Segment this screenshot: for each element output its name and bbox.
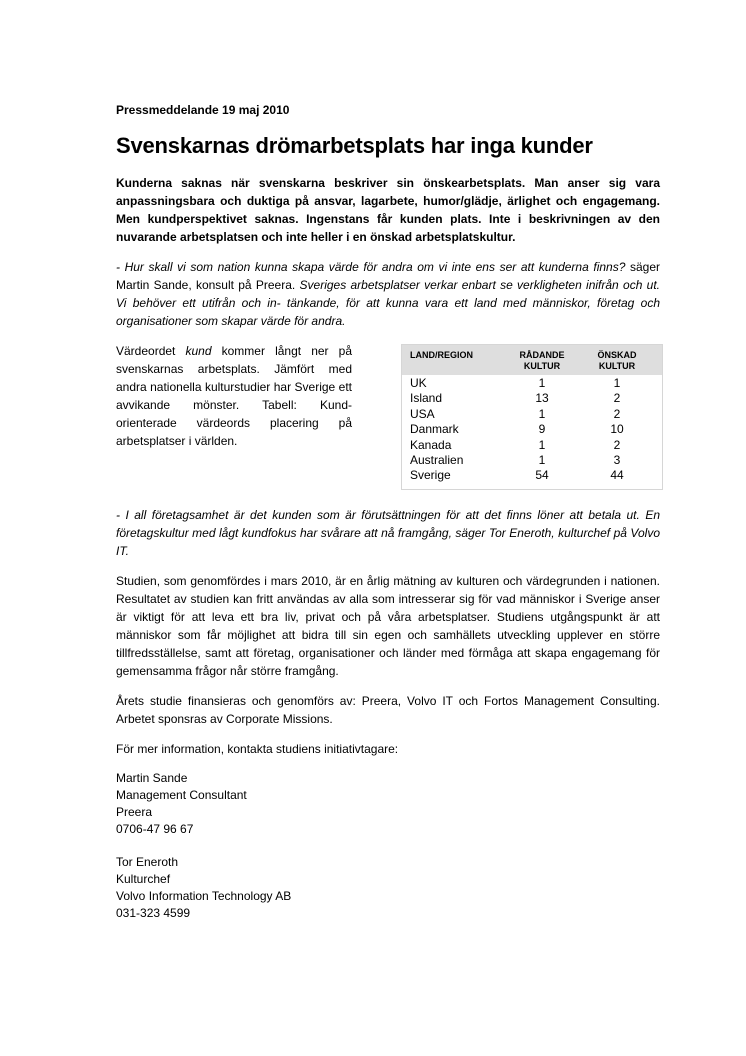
contact-role: Kulturchef [116,872,171,886]
dateline: Pressmeddelande 19 maj 2010 [116,103,290,117]
cell-region: Sverige [410,468,451,483]
quote-1-part-3: Sveriges arbetsplatser verkar enbart se verkligheten inifrån och ut. Vi behöver ett utifrån och in- tänkande, för att kunna vara ett land med människor, företag och organisationer som skapar värde för andra. [116,278,660,328]
press-release-page [116,102,660,938]
study-paragraph: Studien, som genomfördes i mars 2010, är en årlig mätning av kulturen och värdegrunden i nationen. Resultatet av studien kan fritt användas av alla som intresserar sig för vad människor i Sverige anser är viktigt för att leva ett bra liv, privat och på våra arbetsplatser. Studiens utgångspunkt är att människor som får möjlighet att bidra till sin egen och samhällets utveckling upplever en större tillfredsställelse, samt att företag, organisationer och länder med förmåga att skapa engagemang för gemensamma frågor når större framgång. [116,574,660,678]
quote-paragraph-1 [116,258,660,330]
cell-region: USA [410,406,435,421]
cell-region: Australien [410,452,464,467]
cell-current: 1 [538,452,546,467]
contact-org: Volvo Information Technology AB [116,889,292,903]
funding-paragraph: Årets studie finansieras och genomförs av: Preera, Volvo IT och Fortos Management Consulting. Arbetet sponsras av Corporate Missions. [116,694,660,726]
cell-current: 13 [535,391,549,406]
cell-desired: 3 [613,452,621,467]
cell-current: 9 [538,422,546,437]
value-word-part-1: Värdeordet [116,344,186,358]
table-row [402,438,662,453]
header-desired-line-2: KULTUR [598,361,636,371]
header-current-line-1: RÅDANDE [519,350,565,360]
cell-region: Kanada [410,437,452,452]
table-row [402,407,662,422]
header-current-line-2: KULTUR [523,361,561,371]
table-row [402,376,662,391]
header-desired-culture [587,350,647,372]
cell-region: UK [410,376,427,390]
cell-desired: 2 [613,437,621,452]
header-region: LAND/REGION [410,350,473,360]
table-body [402,376,662,484]
table-header [402,345,662,375]
contact-block [116,770,660,838]
ranking-table [401,344,663,490]
table-row [402,391,662,406]
contact-org: Preera [116,805,153,819]
table-row [402,468,662,483]
value-word-paragraph [116,342,352,450]
contact-name: Tor Eneroth [116,855,179,869]
cell-desired: 2 [613,391,621,406]
contact-phone: 0706-47 96 67 [116,822,194,836]
contact-block [116,854,660,922]
cell-desired: 2 [613,406,621,421]
quote-paragraph-2: - I all företagsamhet är det kunden som är förutsättningen för att det finns löner att betala ut. En företagskultur med lågt kundfokus har svårare att nå framgång, säger Tor Eneroth, kulturchef på Volvo IT. [116,508,660,558]
cell-current: 54 [535,468,549,483]
cell-region: Island [410,391,443,406]
cell-current: 1 [538,437,546,452]
contact-intro: För mer information, kontakta studiens initiativtagare: [116,742,399,756]
text-and-table-section [116,342,660,492]
contact-name: Martin Sande [116,771,188,785]
lead-paragraph: Kunderna saknas när svenskarna beskriver sin önskearbetsplats. Man anser sig vara anpassningsbara och duktiga på ansvar, lagarbete, humor/glädje, ärlighet och engagemang. Men kundperspektivet saknas. Ingenstans får kunden plats. Inte i beskrivningen av den nuvarande arbetsplatsen och inte heller i en önskad arbetsplatskultur. [116,176,660,244]
table-row [402,422,662,437]
contact-role: Management Consultant [116,788,247,802]
contact-phone: 031-323 4599 [116,906,191,920]
header-desired-line-1: ÖNSKAD [597,350,637,360]
quote-1-part-1: - Hur skall vi som nation kunna skapa värde för andra om vi inte ens ser att kunderna finns? [116,260,626,274]
cell-desired: 1 [613,376,621,390]
header-current-culture [512,350,572,372]
cell-current: 1 [538,406,546,421]
quote-1-part-2: säger Martin Sande, konsult på Preera. [116,260,660,292]
cell-region: Danmark [410,422,459,437]
table-row [402,453,662,468]
cell-desired: 10 [610,422,624,437]
value-word-part-3: kommer långt ner på svenskarnas arbetsplats. Jämfört med andra nationella kulturstudier har Sverige ett avvikande mönster. Tabell: Kund-orienterade värdeords placering på arbetsplatser i världen. [116,344,352,448]
page-title: Svenskarnas drömarbetsplats har inga kunder [116,133,593,158]
cell-desired: 44 [610,468,624,483]
cell-current: 1 [538,376,546,390]
value-word-emphasis: kund [185,344,212,358]
